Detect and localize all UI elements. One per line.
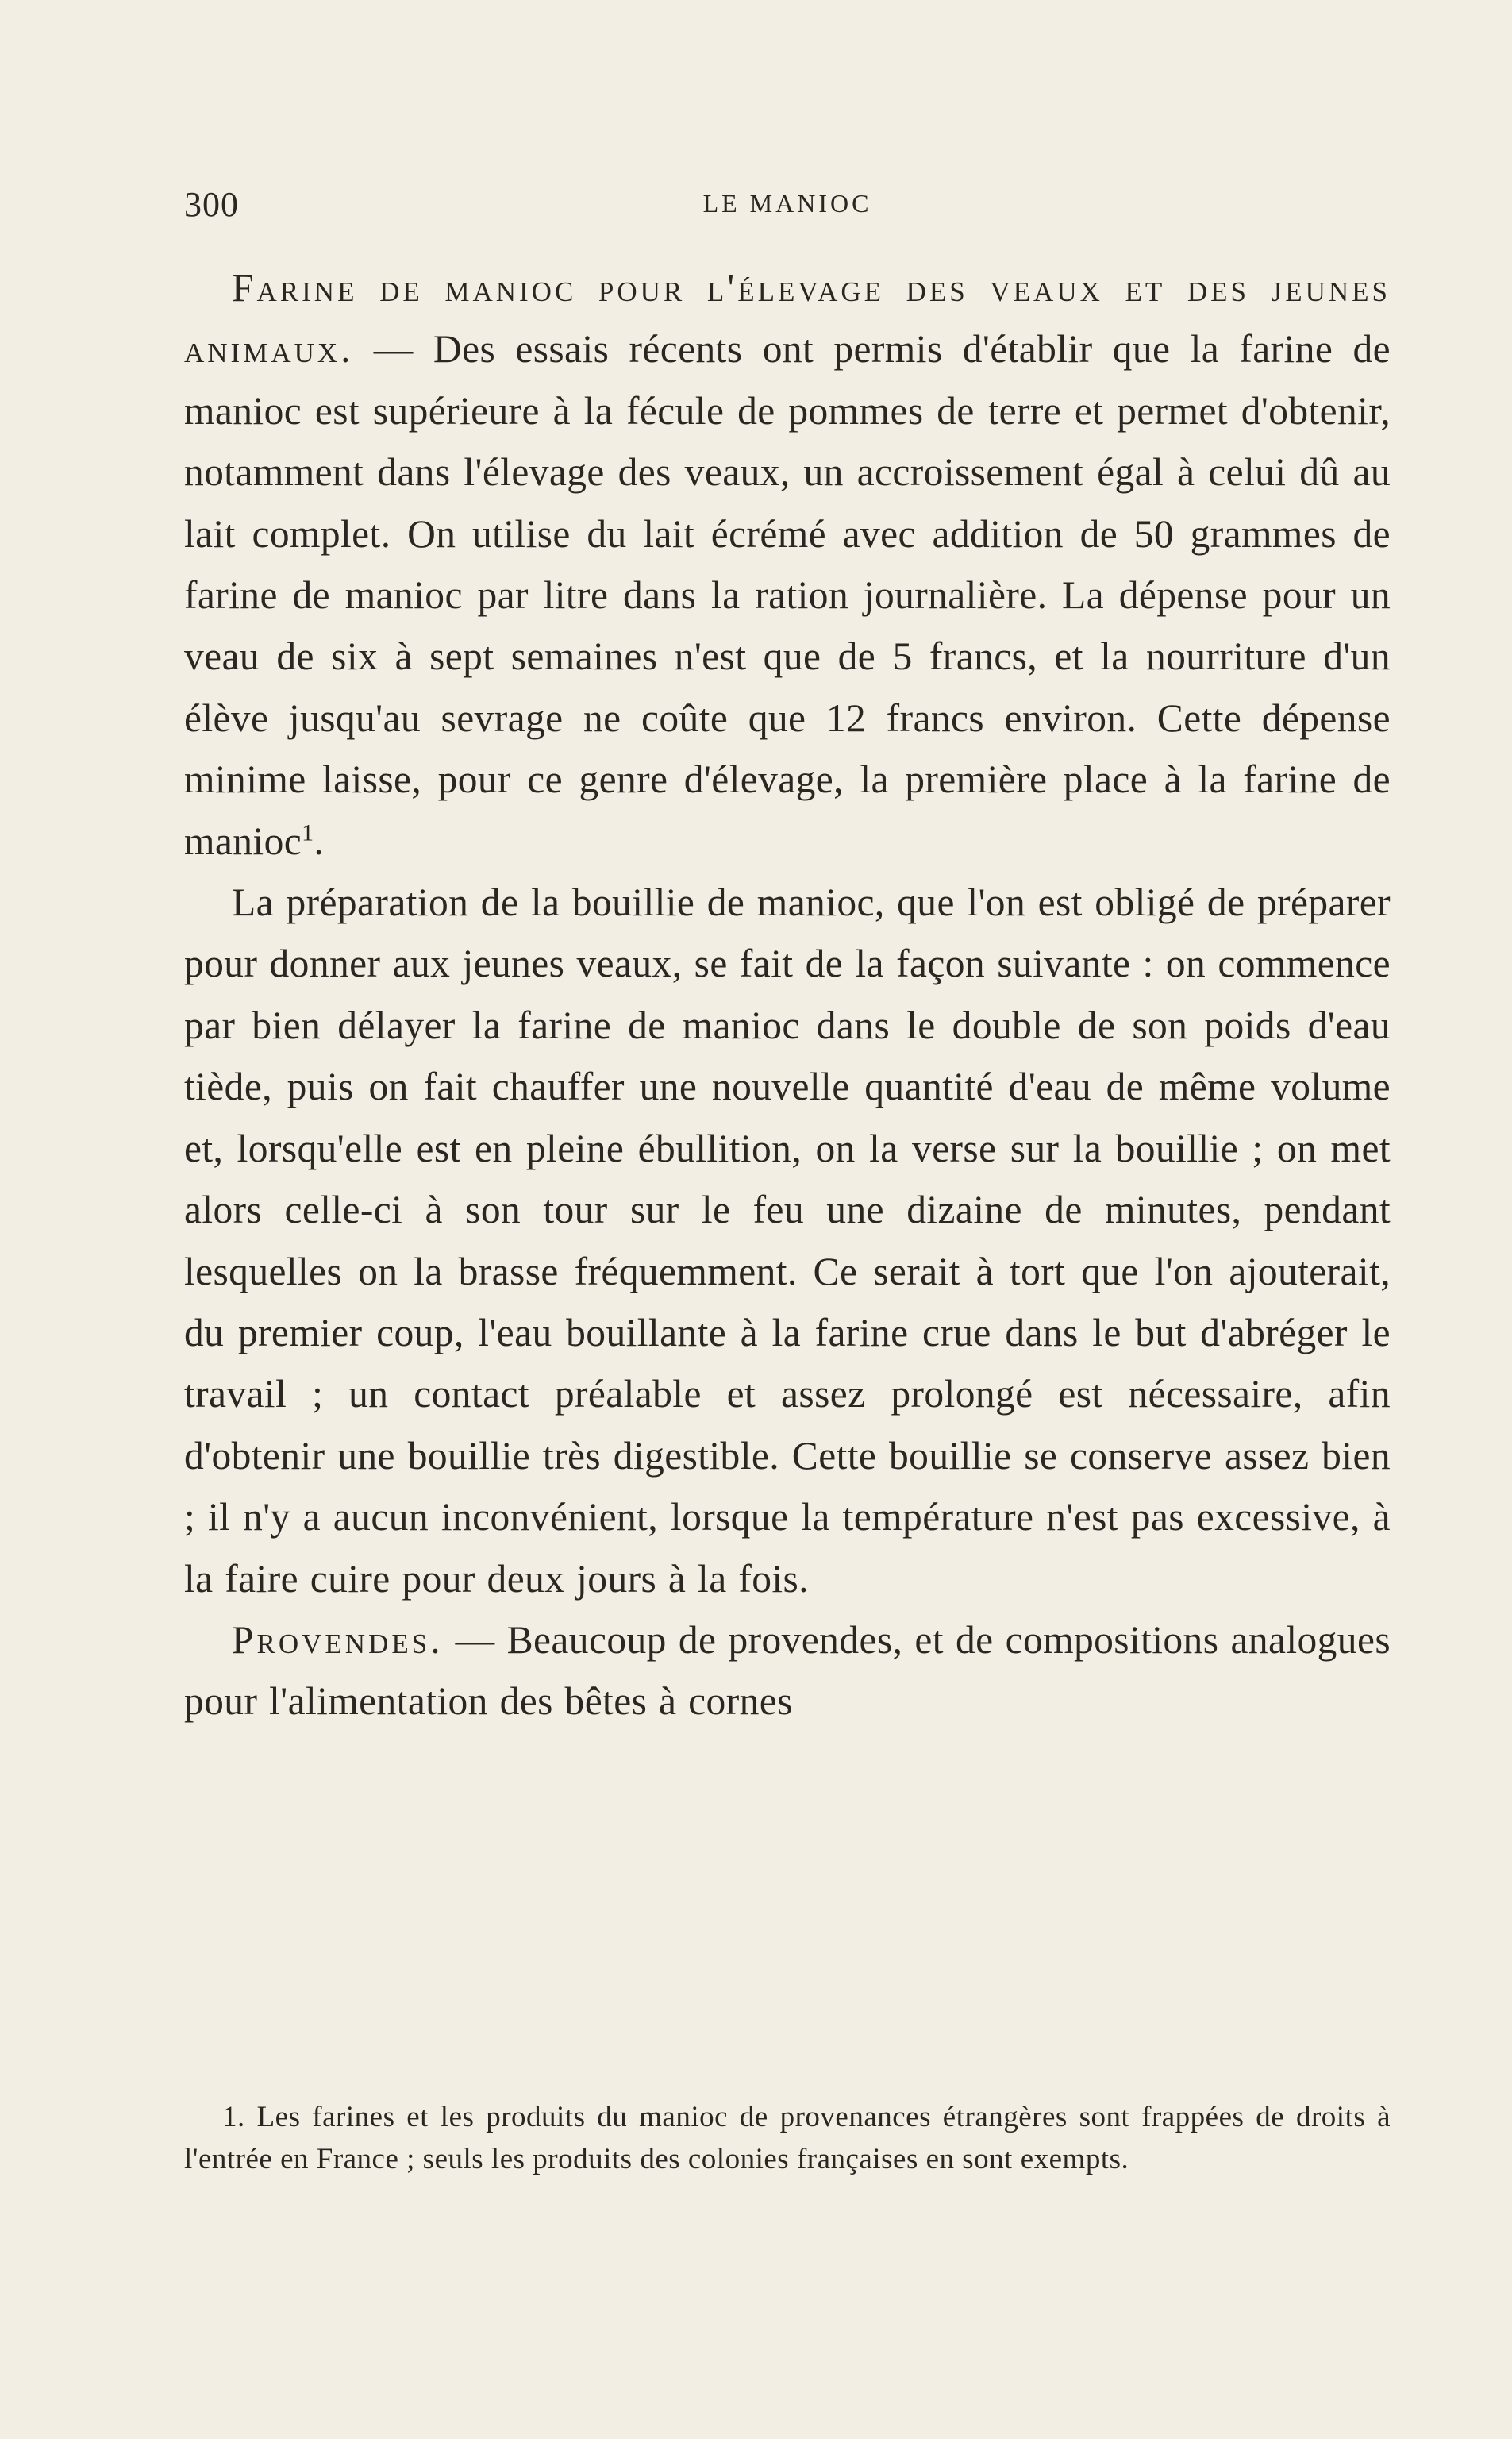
paragraph-1-text: — Des essais récents ont permis d'établir que la farine de manioc est supérieure à la fécule de pommes de terre et permet d'obtenir, notamment dans l'élevage des veaux, un accroissement égal à celui dû au lait complet. On utilise du lait écrémé avec addition de 50 grammes de farine de manioc par litre dans la ration journalière. La dépense pour un veau de six à sept semaines n'est que de 5 francs, et la nourriture d'un élève jusqu'au sevrage ne coûte que 12 francs environ. Cette dépense minime laisse, pour ce genre d'élevage, la première place à la farine de manioc <box>184 327 1391 863</box>
page-number: 300 <box>184 185 239 224</box>
footnote-item: 1. Les farines et les produits du manioc de provenances étrangères sont frappées de droits à l'entrée en France ; seuls les produits des colonies françaises en sont exempts. <box>184 2101 1391 2175</box>
section-heading-farine: Farine de manioc pour l'élevage des veaux et des jeunes animaux. <box>184 266 1391 372</box>
footnote-reference[interactable]: 1 <box>302 819 314 846</box>
paragraph-provendes <box>184 1609 1391 1732</box>
footnotes <box>184 2096 1391 2180</box>
section-heading-provendes: Provendes. <box>232 1617 444 1662</box>
running-title: LE MANIOC <box>702 189 872 218</box>
paragraph-1-end: . <box>314 819 325 863</box>
paragraph-3-text: — Beaucoup de provendes, et de compositions analogues pour l'alimentation des bêtes à cornes <box>184 1617 1391 1724</box>
paragraph-farine-veaux <box>184 257 1391 872</box>
paragraph-preparation-bouillie: La préparation de la bouillie de manioc, que l'on est obligé de préparer pour donner aux jeunes veaux, se fait de la façon suivante : on commence par bien délayer la farine de manioc dans le double de son poids d'eau tiède, puis on fait chauffer une nouvelle quantité d'eau de même volume et, lorsqu'elle est en pleine ébullition, on la verse sur la bouillie ; on met alors celle-ci à son tour sur le feu une dizaine de minutes, pendant lesquelles on la brasse fréquemment. Ce serait à tort que l'on ajouterait, du premier coup, l'eau bouillante à la farine crue dans le but d'abréger le travail ; un contact préalable et assez prolongé est nécessaire, afin d'obtenir une bouillie très digestible. Cette bouillie se conserve assez bien ; il n'y a aucun inconvénient, lorsque la température n'est pas excessive, à la faire cuire pour deux jours à la fois. <box>184 880 1391 1601</box>
page-header <box>184 184 1391 232</box>
main-text <box>184 257 1391 1732</box>
